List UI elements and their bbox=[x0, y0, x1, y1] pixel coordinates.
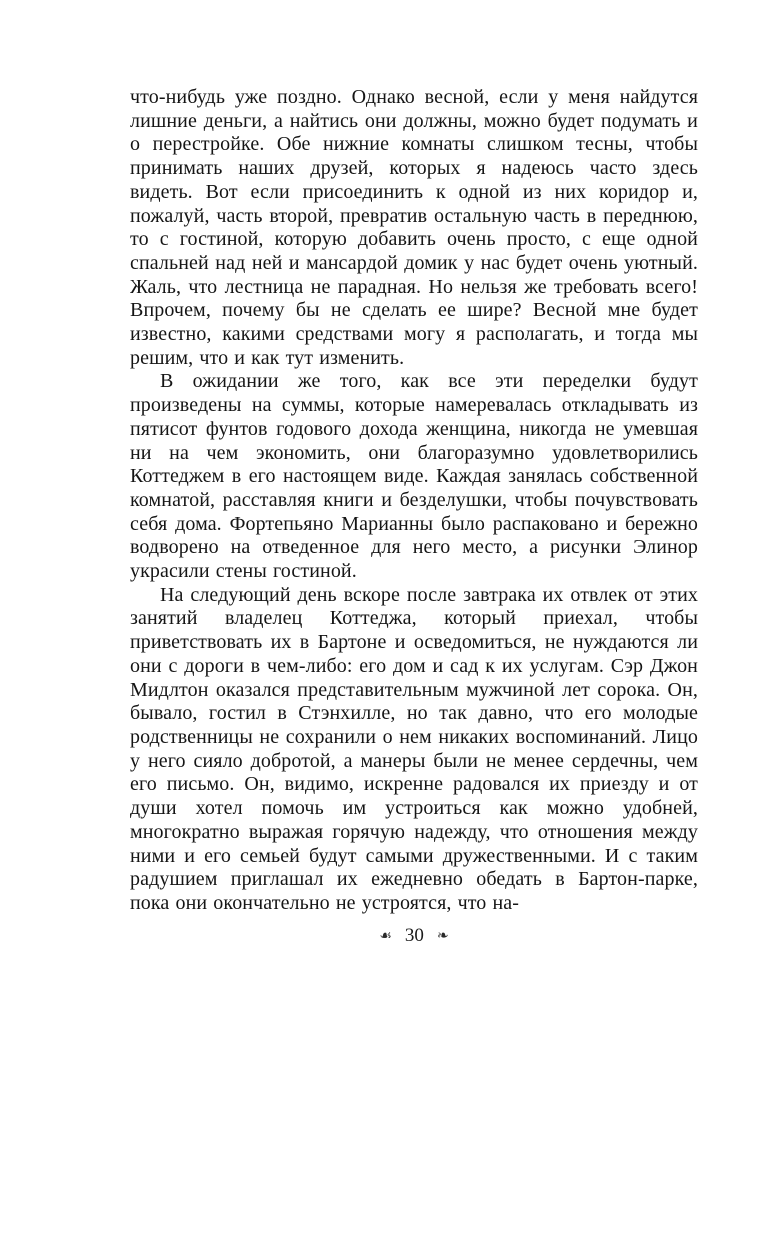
page-footer bbox=[130, 925, 698, 947]
paragraph: На следующий день вскоре после завтрака их отвлек от этих занятий владелец Коттеджа, который приехал, чтобы приветствовать их в Бартоне и осведомиться, не нуждаются ли они с дороги в чем-либо: его дом и сад к их услугам. Сэр Джон Мидлтон оказался представительным мужчиной лет сорока. Он, бывало, гостил в Стэнхилле, но так давно, что его молодые родственницы не сохранили о нем никаких воспоминаний. Лицо у него сияло добротой, а манеры были не менее сердечны, чем его письмо. Он, видимо, искренне радовался их приезду и от души хотел помочь им устроиться как можно удобней, многократно выражая горячую надежду, что отношения между ними и его семьей будут самыми дружественными. И с таким радушием приглашал их ежедневно обедать в Бартон-парке, пока они окончательно не устроятся, что на- bbox=[130, 583, 698, 914]
paragraph: В ожидании же того, как все эти переделки будут произведены на суммы, которые намеревалась откладывать из пятисот фунтов годового дохода женщина, никогда не умевшая ни на чем экономить, они благоразумно удовлетворились Коттеджем в его настоящем виде. Каждая занялась собственной комнатой, расставляя книги и безделушки, чтобы почувствовать себя дома. Фортепьяно Марианны было распаковано и бережно водворено на отведенное для него место, а рисунки Элинор украсили стены гостиной. bbox=[130, 370, 698, 583]
fleuron-left-icon: ☙ bbox=[379, 927, 392, 944]
fleuron-right-icon: ❧ bbox=[436, 927, 449, 944]
page-number: 30 bbox=[404, 924, 424, 946]
paragraph: что-нибудь уже поздно. Однако весной, если у меня найдутся лишние деньги, а найтись они должны, можно будет подумать и о перестройке. Обе нижние комнаты слишком тесны, чтобы принимать наших друзей, которых я надеюсь часто здесь видеть. Вот если присоединить к одной из них коридор и, пожалуй, часть второй, превратив остальную часть в переднюю, то с гостиной, которую добавить очень просто, с еще одной спальней над ней и мансардой домик у нас будет очень уютный. Жаль, что лестница не парадная. Но нельзя же требовать всего! Впрочем, почему бы не сделать ее шире? Весной мне будет известно, какими средствами могу я располагать, и тогда мы решим, что и как тут изменить. bbox=[130, 86, 698, 369]
page-content bbox=[130, 86, 698, 916]
